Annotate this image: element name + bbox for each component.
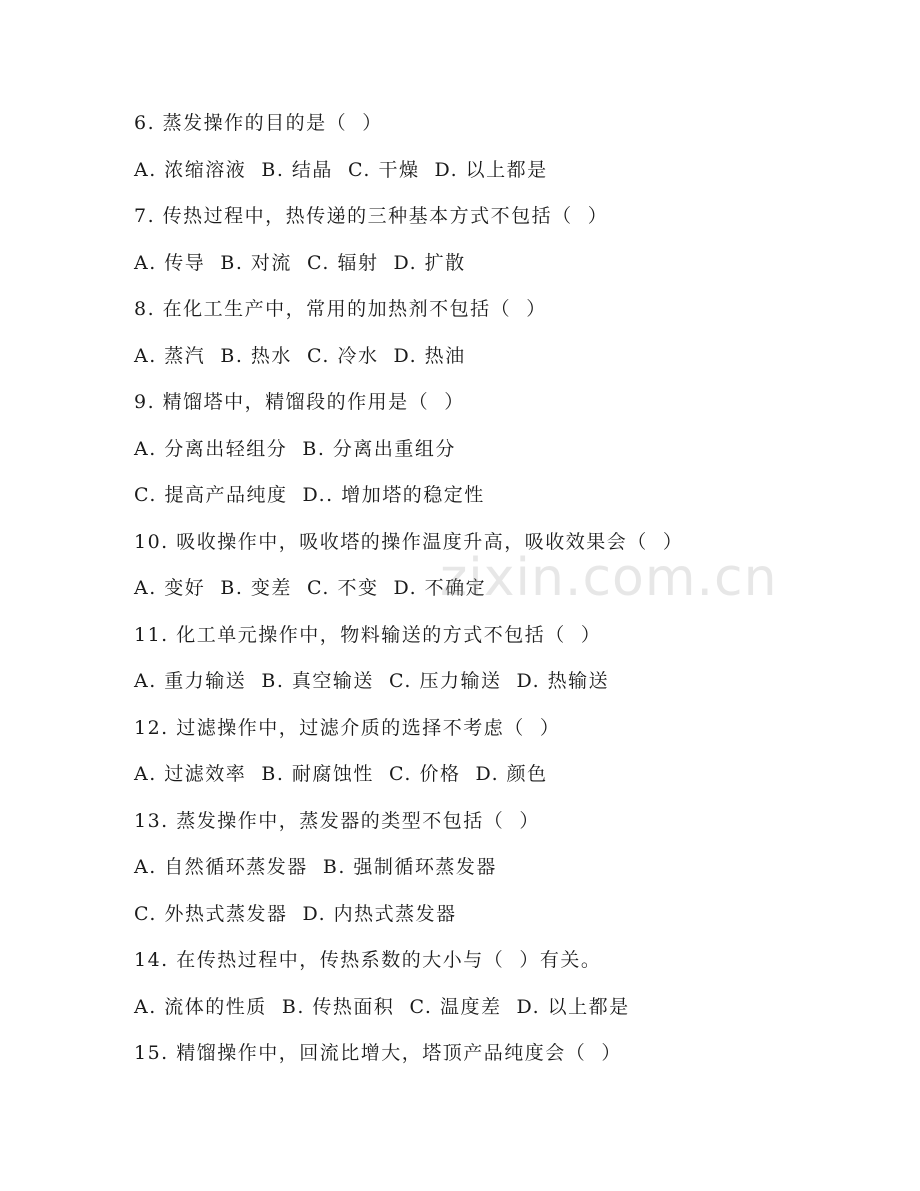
question-14-options: A. 流体的性质 B. 传热面积 C. 温度差 D. 以上都是: [134, 995, 630, 1018]
question-6: 6. 蒸发操作的目的是（ ）: [134, 112, 383, 134]
question-13-options-cd: C. 外热式蒸发器 D. 内热式蒸发器: [134, 902, 457, 925]
question-11-options: A. 重力输送 B. 真空输送 C. 压力输送 D. 热输送: [134, 670, 610, 692]
question-7: 7. 传热过程中，热传递的三种基本方式不包括（ ）: [134, 205, 609, 227]
question-11: 11. 化工单元操作中，物料输送的方式不包括（ ）: [134, 623, 602, 646]
question-9: 9. 精馏塔中，精馏段的作用是（ ）: [134, 391, 465, 413]
question-10-options: A. 变好 B. 变差 C. 不变 D. 不确定: [134, 577, 487, 599]
question-8-options: A. 蒸汽 B. 热水 C. 冷水 D. 热油: [134, 344, 466, 367]
question-9-options-ab: A. 分离出轻组分 B. 分离出重组分: [134, 437, 456, 460]
question-14: 14. 在传热过程中，传热系数的大小与（ ）有关。: [134, 949, 602, 971]
question-13: 13. 蒸发操作中，蒸发器的类型不包括（ ）: [134, 809, 540, 832]
question-8: 8. 在化工生产中，常用的加热剂不包括（ ）: [134, 298, 547, 320]
question-9-options-cd: C. 提高产品纯度 D.. 增加塔的稳定性: [134, 484, 485, 506]
question-10: 10. 吸收操作中，吸收塔的操作温度升高，吸收效果会（ ）: [134, 530, 684, 553]
question-13-options-ab: A. 自然循环蒸发器 B. 强制循环蒸发器: [134, 856, 497, 878]
question-6-options: A. 浓缩溶液 B. 结晶 C. 干燥 D. 以上都是: [134, 158, 548, 181]
question-12: 12. 过滤操作中，过滤介质的选择不考虑（ ）: [134, 716, 561, 739]
watermark: zixin.com.cn: [440, 548, 778, 608]
question-7-options: A. 传导 B. 对流 C. 辐射 D. 扩散: [134, 251, 466, 274]
question-12-options: A. 过滤效率 B. 耐腐蚀性 C. 价格 D. 颜色: [134, 763, 548, 785]
question-15: 15. 精馏操作中，回流比增大，塔顶产品纯度会（ ）: [134, 1042, 622, 1064]
question-list: [134, 108, 894, 1085]
